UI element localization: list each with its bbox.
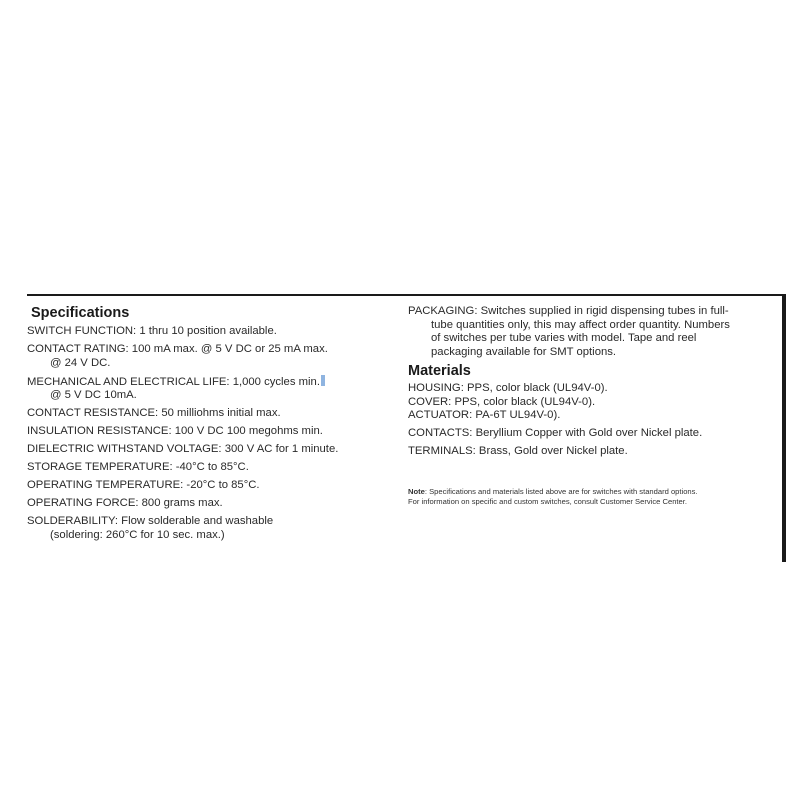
packaging-line: packaging available for SMT options. bbox=[431, 345, 617, 358]
spec-line: DIELECTRIC WITHSTAND VOLTAGE: 300 V AC for 1 minute. bbox=[27, 443, 339, 455]
material-item-cover: COVER: PPS, color black (UL94V-0). bbox=[408, 395, 596, 408]
material-item-actuator: ACTUATOR: PA-6T UL94V-0). bbox=[408, 409, 561, 421]
spec-entry-switch-function bbox=[27, 325, 367, 339]
spec-line: OPERATING FORCE: 800 grams max. bbox=[27, 497, 223, 509]
spec-line: STORAGE TEMPERATURE: -40°C to 85°C. bbox=[27, 461, 249, 473]
spec-line-continuation: @ 5 V DC 10mA. bbox=[50, 389, 137, 401]
spec-entry-contact-resistance bbox=[27, 407, 367, 421]
spec-line: SOLDERABILITY: Flow solderable and washable bbox=[27, 515, 274, 527]
spec-entry-contact-rating bbox=[27, 343, 367, 370]
footnote-line: For information on specific and custom switches, consult Customer Service Center. bbox=[408, 497, 687, 506]
spec-entry-operating-temperature bbox=[27, 479, 367, 493]
specifications-heading: Specifications bbox=[31, 305, 130, 321]
spec-line: INSULATION RESISTANCE: 100 V DC 100 megohms min. bbox=[27, 425, 323, 437]
spec-entry-storage-temperature bbox=[27, 461, 367, 475]
material-item-contacts: CONTACTS: Beryllium Copper with Gold over Nickel plate. bbox=[408, 426, 703, 439]
spec-entry-dielectric-voltage bbox=[27, 443, 367, 457]
spec-line: OPERATING TEMPERATURE: -20°C to 85°C. bbox=[27, 479, 260, 491]
specifications-column bbox=[27, 304, 367, 547]
spec-line-continuation: (soldering: 260°C for 10 sec. max.) bbox=[50, 528, 225, 541]
spec-line-text: MECHANICAL AND ELECTRICAL LIFE: 1,000 cycles min. bbox=[27, 375, 320, 388]
packaging-line: PACKAGING: Switches supplied in rigid dispensing tubes in full- bbox=[408, 305, 729, 317]
packaging-line: tube quantities only, this may affect order quantity. Numbers bbox=[431, 318, 730, 331]
packaging-line: of switches per tube varies with model. Tape and reel bbox=[431, 332, 697, 344]
spec-entry-operating-force bbox=[27, 497, 367, 511]
spec-entry-mechanical-life bbox=[27, 375, 367, 403]
materials-heading: Materials bbox=[408, 363, 471, 379]
footnote-label: Note bbox=[408, 486, 425, 496]
spec-entry-insulation-resistance bbox=[27, 425, 367, 439]
spec-line: SWITCH FUNCTION: 1 thru 10 position available. bbox=[27, 325, 277, 337]
spec-line: CONTACT RATING: 100 mA max. @ 5 V DC or 25 mA max. bbox=[27, 343, 328, 355]
packaging-materials-column bbox=[408, 305, 758, 508]
text-cursor-highlight bbox=[321, 375, 325, 386]
footnote-text: : Specifications and materials listed above are for switches with standard options. bbox=[424, 486, 698, 496]
spec-entry-solderability bbox=[27, 515, 367, 542]
spec-line-continuation: @ 24 V DC. bbox=[50, 356, 111, 369]
spec-line bbox=[27, 375, 367, 390]
material-item-terminals: TERMINALS: Brass, Gold over Nickel plate. bbox=[408, 445, 628, 457]
packaging-paragraph bbox=[408, 305, 758, 359]
right-edge-bar bbox=[782, 294, 786, 562]
footnote bbox=[408, 487, 758, 508]
spec-line: CONTACT RESISTANCE: 50 milliohms initial max. bbox=[27, 407, 281, 419]
footnote-line bbox=[408, 487, 758, 498]
material-item-housing: HOUSING: PPS, color black (UL94V-0). bbox=[408, 382, 608, 394]
top-divider-rule bbox=[27, 294, 786, 296]
